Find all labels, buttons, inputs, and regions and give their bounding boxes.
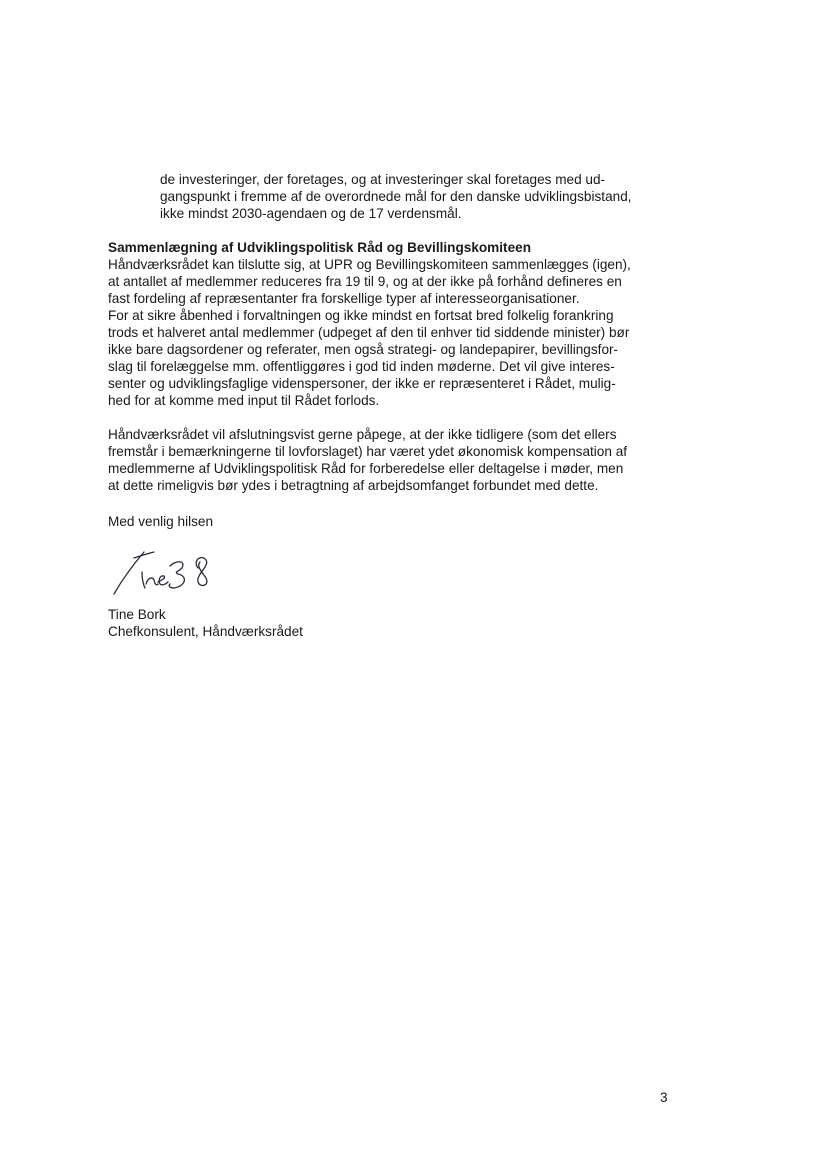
text-line: Håndværksrådet vil afslutningsvist gerne påpege, at der ikke tidligere (som det ellers [108, 427, 617, 442]
handwritten-signature [112, 544, 232, 600]
continuation-paragraph [160, 171, 680, 222]
text-line: senter og udviklingsfaglige videnspersoner, der ikke er repræsenteret i Rådet, mulig- [108, 376, 616, 391]
text-line: de investeringer, der foretages, og at investeringer skal foretages med ud- [160, 172, 606, 187]
text-line: hed for at komme med input til Rådet forlods. [108, 393, 380, 408]
text-line: Håndværksrådet kan tilslutte sig, at UPR og Bevillingskomiteen sammenlægges (igen), [108, 257, 631, 272]
compensation-paragraph [108, 426, 688, 494]
text-line: at antallet af medlemmer reduceres fra 19 til 9, og at der ikke på forhånd defineres en [108, 274, 622, 289]
text-line: ikke bare dagsordener og referater, men også strategi- og landepapirer, bevillingsfor- [108, 342, 619, 357]
text-line: medlemmerne af Udviklingspolitisk Råd for forberedelse eller deltagelse i møder, men [108, 461, 624, 476]
text-line: fast fordeling af repræsentanter fra forskellige typer af interesseorganisationer. [108, 291, 580, 306]
text-line: fremstår i bemærkningerne til lovforslaget) har været ydet økonomisk kompensation af [108, 444, 628, 459]
text-line: For at sikre åbenhed i forvaltningen og ikke mindst en fortsat bred folkelig forankring [108, 308, 614, 323]
text-line: gangspunkt i fremme af de overordnede mål for den danske udviklingsbistand, [160, 189, 632, 204]
signer-name: Tine Bork [108, 607, 166, 622]
text-line: at dette rimeligvis bør ydes i betragtning af arbejdsomfanget forbundet med dette. [108, 478, 599, 493]
signer-title: Chefkonsulent, Håndværksrådet [108, 624, 303, 639]
signer-block [108, 606, 303, 640]
text-line: slag til forelæggelse mm. offentliggøres i god tid inden møderne. Det vil give interes- [108, 359, 615, 374]
greeting: Med venlig hilsen [108, 514, 214, 529]
text-line: ikke mindst 2030-agendaen og de 17 verdensmål. [160, 206, 462, 221]
page-number: 3 [660, 1090, 668, 1105]
text-line: trods et halveret antal medlemmer (udpeget af den til enhver tid siddende minister) bør [108, 325, 630, 340]
section-heading: Sammenlægning af Udviklingspolitisk Råd og Bevillingskomiteen [108, 240, 531, 255]
merger-section [108, 239, 688, 409]
